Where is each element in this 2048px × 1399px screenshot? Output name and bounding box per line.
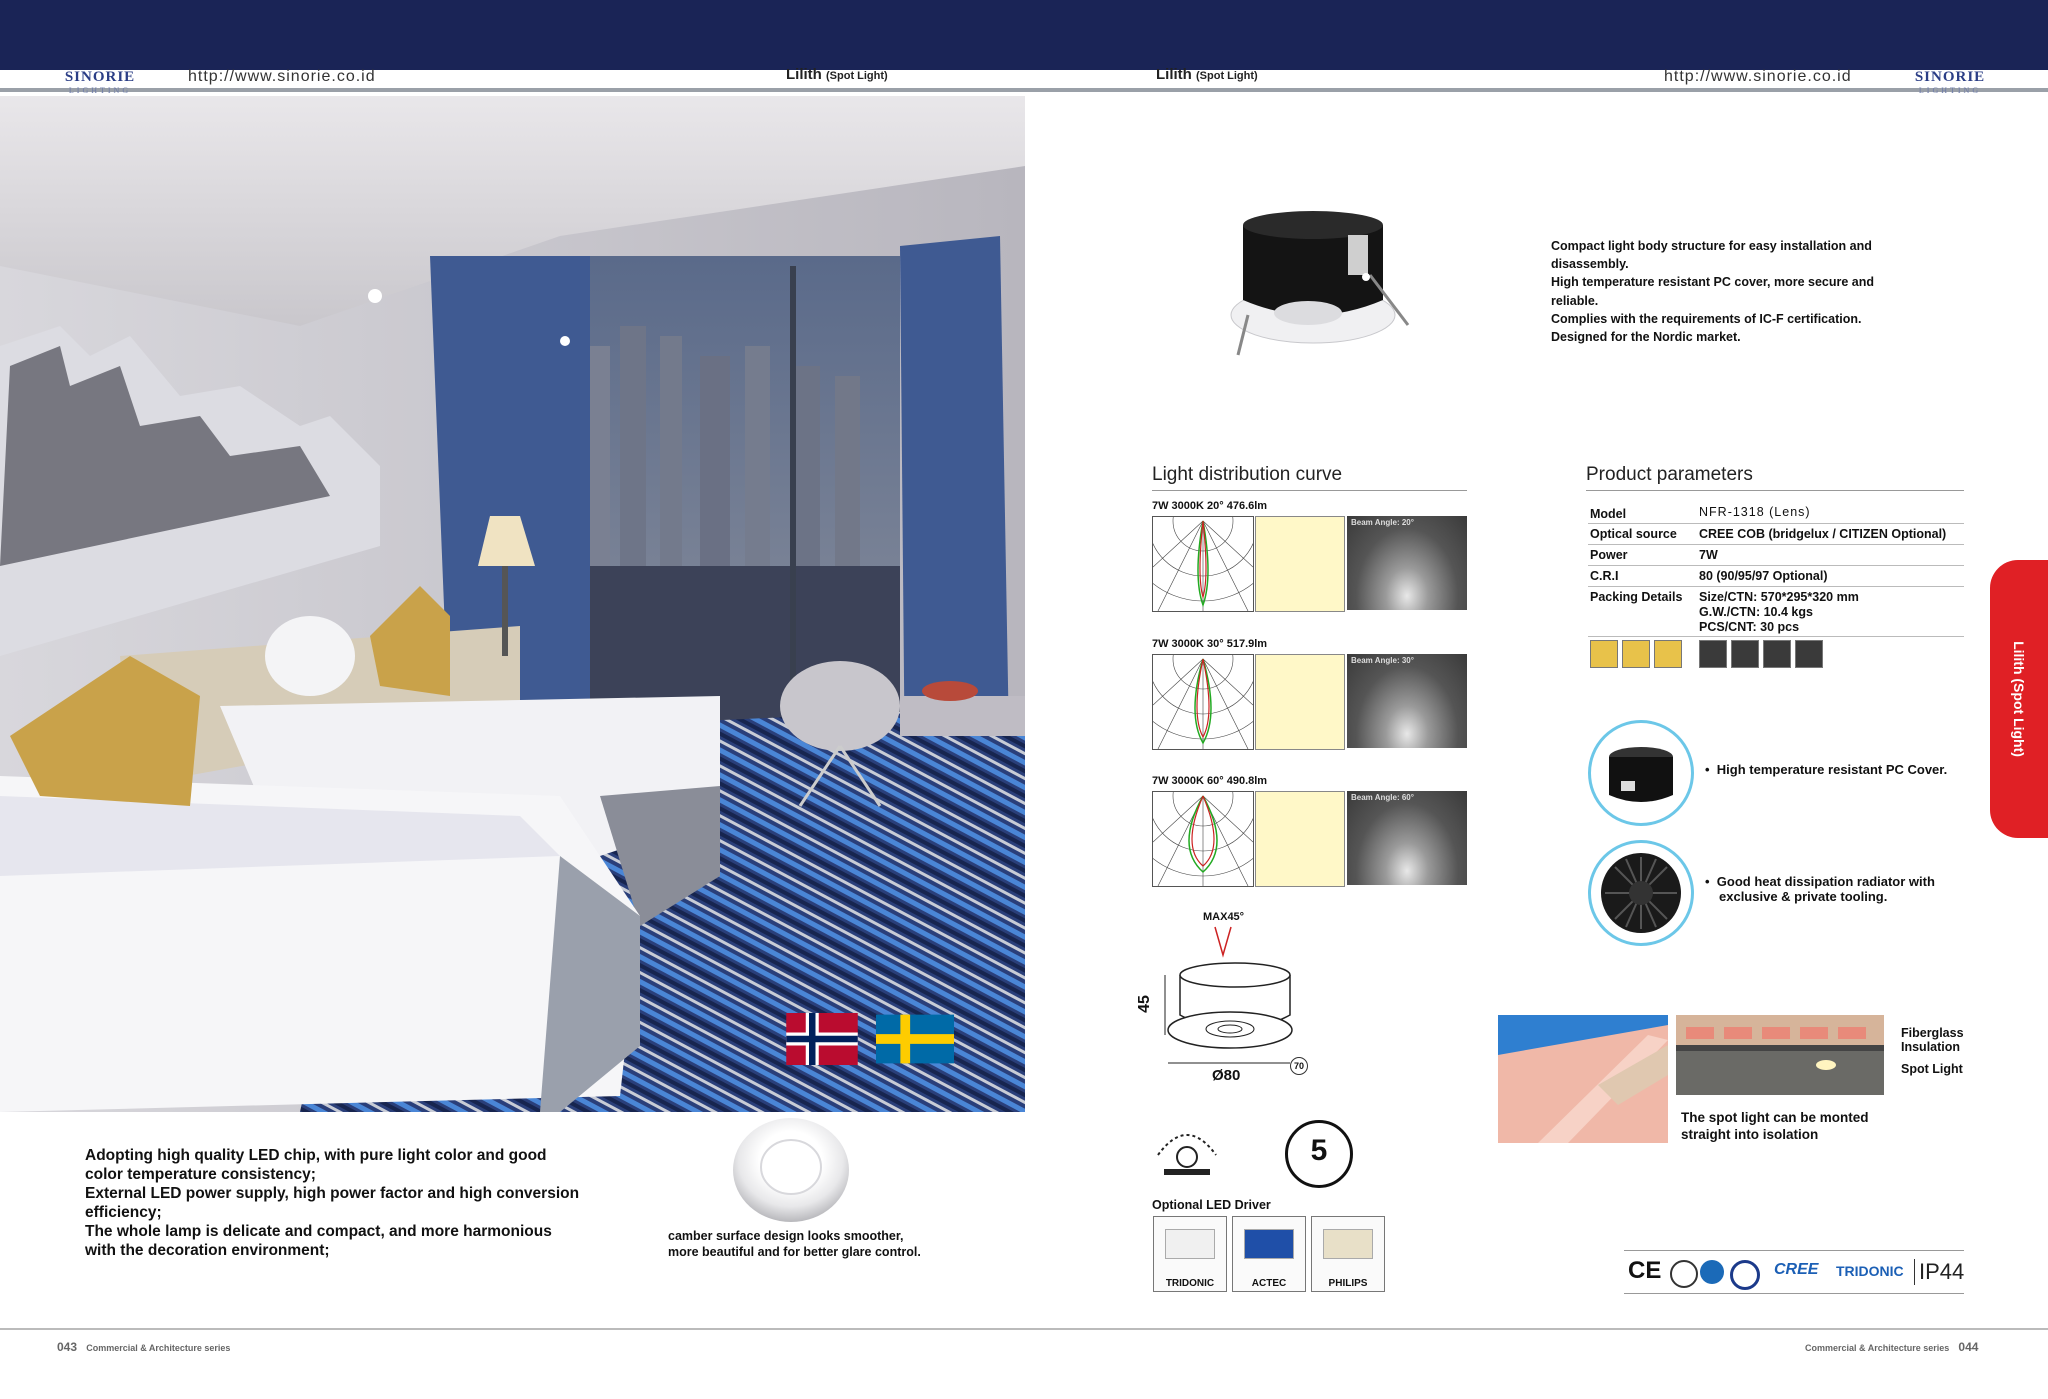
footer-right	[1805, 1340, 1978, 1354]
product-intro: Compact light body structure for easy installation and disassembly. High temperature resistant PC cover, more secure and reliable. Complies with the requirements of IC-F certification. Designed for the Nordic market.	[1551, 239, 1875, 345]
driver-tridonic	[1153, 1216, 1227, 1292]
param-value: 80 (90/95/97 Optional)	[1699, 569, 1828, 583]
insulation-photo	[1498, 1015, 1668, 1143]
illuminance-table	[1255, 654, 1345, 750]
header-title-right: Lilith (Spot Light)	[1156, 66, 1258, 83]
beam-label: Beam Angle: 30°	[1351, 656, 1414, 665]
beam-render	[1347, 791, 1467, 885]
param-label: Model	[1590, 507, 1627, 521]
logo-text: SINORIE	[1914, 69, 1986, 85]
dimension-drawing	[1135, 905, 1340, 1085]
row-divider	[1588, 636, 1964, 637]
camber-ring-image	[730, 1115, 852, 1225]
row-divider	[1588, 565, 1964, 566]
beam-60-icon	[1654, 640, 1682, 668]
curve-block-30	[1152, 638, 1472, 753]
ul-icon	[1730, 1260, 1760, 1290]
rohs-icon	[1700, 1260, 1724, 1284]
curve-header: 7W 3000K 20° 476.6lm	[1152, 500, 1268, 512]
cct-icon	[1699, 640, 1727, 668]
param-label: Packing Details	[1590, 590, 1683, 604]
illuminance-table	[1255, 516, 1345, 612]
polar-chart	[1152, 516, 1254, 612]
curve-header: 7W 3000K 60° 490.8lm	[1152, 775, 1268, 787]
power-icon	[1763, 640, 1791, 668]
param-value: NFR-1318 (Lens)	[1699, 505, 1811, 519]
distribution-rule	[1152, 490, 1467, 491]
driver-actec	[1232, 1216, 1306, 1292]
driver-title: Optional LED Driver	[1152, 1198, 1271, 1212]
header-band	[0, 0, 2048, 70]
beam-label: Beam Angle: 60°	[1351, 793, 1414, 802]
param-value: CREE COB (bridgelux / CITIZEN Optional)	[1699, 527, 1947, 541]
tridonic-logo: TRIDONIC	[1836, 1263, 1904, 1279]
warranty-years: 5	[1310, 1134, 1328, 1167]
logo-left	[30, 70, 170, 96]
ce-mark: CE	[1628, 1257, 1662, 1284]
footer-left	[57, 1340, 230, 1354]
distribution-title: Light distribution curve	[1152, 464, 1343, 485]
certification-bar	[1624, 1250, 1964, 1294]
heat-sink-closeup	[1588, 840, 1694, 946]
params-table	[1588, 500, 1964, 640]
footer-rule	[0, 1328, 2048, 1330]
features-text: Adopting high quality LED chip, with pure light color and good color temperature consistency; External LED power supply, high power factor and high conversion efficiency; The whole lamp is delicate and compact, and more harmonious with the decoration environment;	[85, 1147, 580, 1259]
param-value: Size/CTN: 570*295*320 mm	[1699, 590, 1859, 604]
beam-30-icon	[1622, 640, 1650, 668]
param-label: Optical source	[1590, 527, 1677, 541]
param-value: 7W	[1699, 548, 1718, 562]
cri-icon	[1731, 640, 1759, 668]
sweden-flag-icon	[876, 1013, 954, 1065]
norway-flag-icon	[783, 1013, 861, 1065]
series-left: Commercial & Architecture series	[86, 1343, 231, 1353]
tilt-label: MAX45°	[1203, 911, 1245, 923]
polar-chart	[1152, 791, 1254, 887]
logo-right	[1880, 70, 2020, 96]
header-divider	[0, 88, 2048, 92]
cert-seal-icon	[1670, 1260, 1698, 1288]
curve-block-60	[1152, 775, 1472, 890]
driver-label: ACTEC	[1251, 1278, 1287, 1289]
cutout-label: 70	[1290, 1057, 1308, 1075]
install-caption: The spot light can be monted straight into isolation	[1681, 1110, 1869, 1142]
curve-block-20	[1152, 500, 1472, 615]
pc-cover-bullet: • High temperature resistant PC Cover.	[1705, 762, 1948, 777]
spot-light-label: Spot Light	[1901, 1062, 1963, 1076]
beam-label: Beam Angle: 20°	[1351, 518, 1414, 527]
driver-philips	[1311, 1216, 1385, 1292]
series-right: Commercial & Architecture series	[1805, 1343, 1950, 1353]
ip-icon	[1795, 640, 1823, 668]
beam-render	[1347, 516, 1467, 610]
height-label: 45	[1135, 995, 1153, 1013]
page-number-right: 044	[1958, 1340, 1979, 1354]
driver-label: PHILIPS	[1328, 1278, 1368, 1289]
param-value: G.W./CTN: 10.4 kgs	[1699, 605, 1813, 619]
pc-cover-closeup	[1588, 720, 1694, 826]
param-label: Power	[1590, 548, 1628, 562]
url-right[interactable]: http://www.sinorie.co.id	[1664, 68, 1852, 85]
ceiling-section-photo	[1676, 1015, 1884, 1095]
ip44-rating: IP44	[1914, 1259, 1964, 1285]
cree-logo: CREE	[1774, 1261, 1819, 1278]
beam-20-icon	[1590, 640, 1618, 668]
illuminance-table	[1255, 791, 1345, 887]
row-divider	[1588, 544, 1964, 545]
row-divider	[1588, 586, 1964, 587]
param-value: PCS/CNT: 30 pcs	[1699, 620, 1800, 634]
logo-sub: LIGHTING	[1918, 86, 1982, 95]
driver-label: TRIDONIC	[1165, 1278, 1215, 1289]
page-number-left: 043	[57, 1340, 78, 1354]
beam-render	[1347, 654, 1467, 748]
spotlight-product-image	[1218, 205, 1418, 365]
url-left[interactable]: http://www.sinorie.co.id	[188, 68, 376, 85]
polar-chart	[1152, 654, 1254, 750]
hotel-room-photo	[0, 96, 1025, 1112]
heat-sink-bullet: • Good heat dissipation radiator with exclusive & private tooling.	[1705, 874, 1935, 904]
diameter-label: Ø80	[1212, 1067, 1241, 1084]
side-tab-label: Lilith (Spot Light)	[2011, 641, 2027, 757]
side-tab[interactable]	[1990, 560, 2048, 838]
row-divider	[1588, 523, 1964, 524]
params-title: Product parameters	[1586, 464, 1753, 485]
params-rule	[1586, 490, 1964, 491]
ring-caption: camber surface design looks smoother, more beautiful and for better glare control.	[668, 1229, 921, 1259]
param-label: C.R.I	[1590, 569, 1619, 583]
adjustable-angle-icon	[1150, 1115, 1224, 1185]
fiberglass-label: Fiberglass Insulation	[1901, 1026, 1964, 1054]
warranty-badge	[1285, 1120, 1353, 1188]
curve-header: 7W 3000K 30° 517.9lm	[1152, 638, 1268, 650]
logo-sub: LIGHTING	[68, 86, 132, 95]
logo-text: SINORIE	[64, 69, 136, 85]
header-title-left: Lilith (Spot Light)	[786, 66, 888, 83]
